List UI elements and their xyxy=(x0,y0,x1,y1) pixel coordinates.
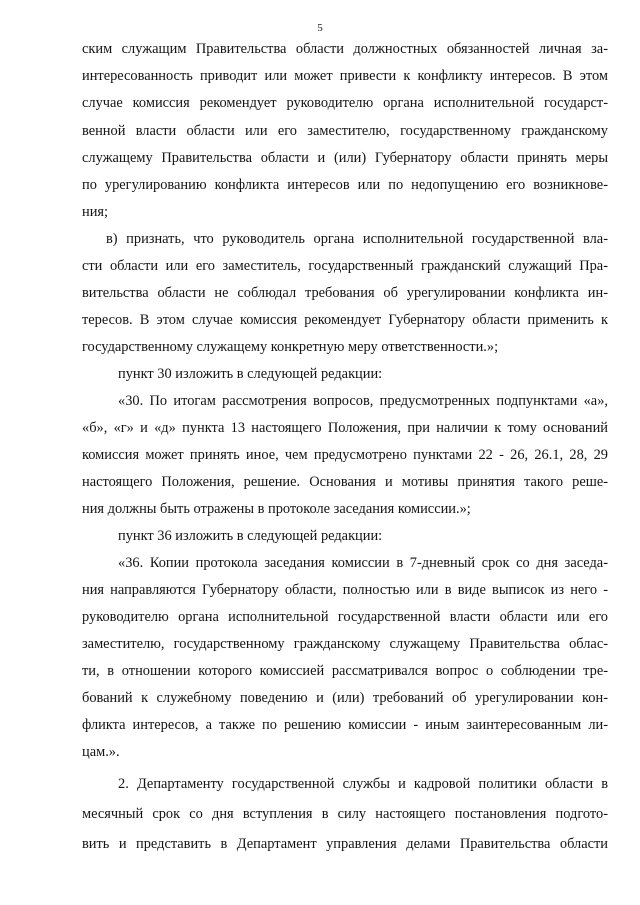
text-line: тересов. В этом случае комиссия рекомендует Губернатору области применить к xyxy=(82,312,608,328)
text-line: бований к служебному поведению и (или) требований об урегулировании кон- xyxy=(82,690,608,706)
text-line: цам.». xyxy=(82,744,120,760)
text-line: ния направляются Губернатору области, полностью или в виде выписок из него - xyxy=(82,582,608,598)
text-line: комиссия может принять иное, чем предусмотрено пунктами 22 - 26, 26.1, 28, 29 xyxy=(82,447,608,463)
text-line: ским служащим Правительства области должностных обязанностей личная за- xyxy=(82,41,608,57)
text-line: государственному служащему конкретную меру ответственности.»; xyxy=(82,339,499,355)
text-line: «30. По итогам рассмотрения вопросов, предусмотренных подпунктами «а», xyxy=(118,393,608,409)
text-line: венной власти области или его заместителю, государственному гражданскому xyxy=(82,123,608,139)
text-line: ния; xyxy=(82,204,109,220)
text-line: в) признать, что руководитель органа исполнительной государственной вла- xyxy=(106,231,608,247)
text-line: фликта интересов, а также по решению комиссии - иным заинтересованным ли- xyxy=(82,717,608,733)
text-line: ния должны быть отражены в протоколе заседания комиссии.»; xyxy=(82,501,471,517)
text-line: «36. Копии протокола заседания комиссии в 7-дневный срок со дня заседа- xyxy=(118,555,608,571)
text-line: пункт 36 изложить в следующей редакции: xyxy=(118,528,383,544)
text-line: руководителю органа исполнительной государственной власти области или его xyxy=(82,609,608,625)
text-line: случае комиссия рекомендует руководителю органа исполнительной государст- xyxy=(82,95,608,111)
page-number: 5 xyxy=(317,22,323,34)
text-line: настоящего Положения, решение. Основания и мотивы принятия такого реше- xyxy=(82,474,608,490)
text-line: вить и представить в Департамент управления делами Правительства области xyxy=(82,836,608,852)
text-line: по урегулированию конфликта интересов или по недопущению его возникнове- xyxy=(82,177,608,193)
text-line: служащему Правительства области и (или) Губернатору области принять меры xyxy=(82,150,608,166)
text-line: 2. Департаменту государственной службы и кадровой политики области в xyxy=(118,776,608,792)
text-line: интересованность приводит или может привести к конфликту интересов. В этом xyxy=(82,68,608,84)
text-line: пункт 30 изложить в следующей редакции: xyxy=(118,366,383,382)
text-line: ти, в отношении которого комиссией рассматривался вопрос о соблюдении тре- xyxy=(82,663,608,679)
text-line: заместителю, государственному гражданскому служащему Правительства облас- xyxy=(82,636,608,652)
text-line: месячный срок со дня вступления в силу настоящего постановления подгото- xyxy=(82,806,608,822)
text-line: сти области или его заместитель, государственный гражданский служащий Пра- xyxy=(82,258,608,274)
text-line: вительства области не соблюдал требования об урегулировании конфликта ин- xyxy=(82,285,608,301)
text-line: «б», «г» и «д» пункта 13 настоящего Положения, при наличии к тому оснований xyxy=(82,420,608,436)
